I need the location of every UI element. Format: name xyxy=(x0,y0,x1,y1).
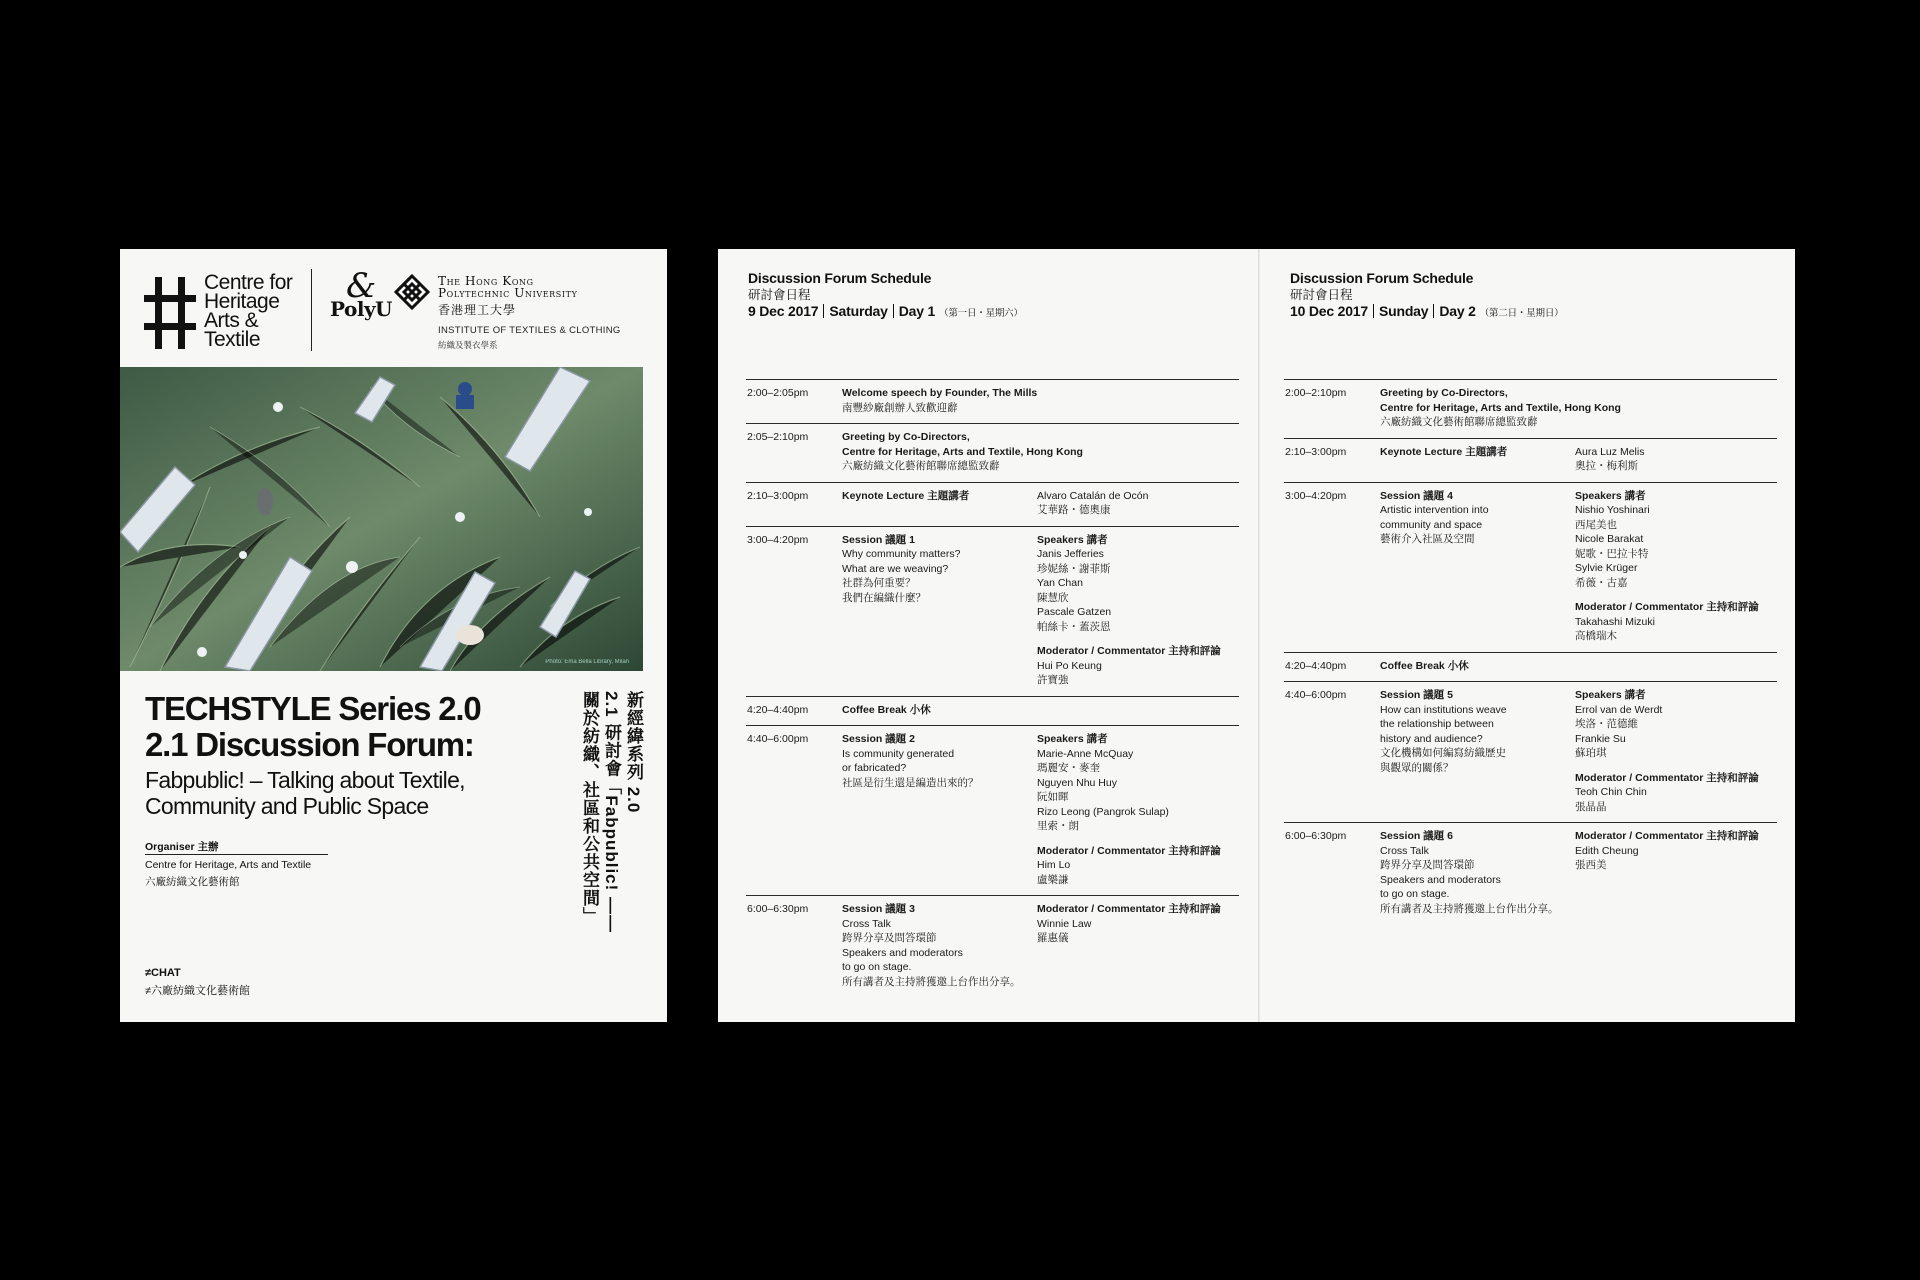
speaker-name: 埃洛・范德維 xyxy=(1575,718,1638,730)
session-topic: 跨界分享及問答環節 xyxy=(842,932,937,944)
row-title: Coffee Break 小休 xyxy=(842,703,931,716)
session-topic: to go on stage. xyxy=(842,961,912,973)
logo-line: Heritage xyxy=(204,290,280,313)
institute-name-zh: 紡織及製衣學系 xyxy=(438,340,498,350)
moderator-name-zh: 張西美 xyxy=(1575,859,1607,871)
row-time: 6:00–6:30pm xyxy=(1285,830,1347,842)
session-topic: 所有講者及主持將獲邀上台作出分享。 xyxy=(1380,902,1559,915)
row-time: 2:00–2:05pm xyxy=(747,387,809,399)
logo-divider xyxy=(311,269,312,351)
row-time: 2:00–2:10pm xyxy=(1285,387,1347,399)
title-line: TECHSTYLE Series 2.0 xyxy=(145,690,481,727)
university-line: The Hong Kong xyxy=(438,274,534,288)
library-garden-photo-icon xyxy=(120,367,643,671)
row-title: Session 議題 3 xyxy=(842,903,915,915)
schedule-title: Discussion Forum Schedule xyxy=(748,270,932,286)
moderator-label: Moderator / Commentator 主持和評論 xyxy=(1037,645,1221,657)
schedule-row xyxy=(1284,681,1777,822)
speaker-name: 西尾美也 xyxy=(1575,518,1617,531)
session-topic: 我們在編織什麼？ xyxy=(842,591,926,604)
chat-wordmark: ≠CHAT xyxy=(145,967,181,979)
moderator-name: Edith Cheung xyxy=(1575,844,1639,857)
schedule-table xyxy=(746,379,1239,997)
session-topic: Speakers and moderators xyxy=(1380,873,1501,886)
speaker-name: Errol van de Werdt xyxy=(1575,703,1663,716)
moderator-name: Teoh Chin Chin xyxy=(1575,786,1647,798)
schedule-row xyxy=(746,725,1239,895)
row-time: 4:40–6:00pm xyxy=(1285,689,1347,701)
title-line: 2.1 Discussion Forum: xyxy=(145,726,474,763)
chat-wordmark-zh: ≠六廠紡織文化藝術館 xyxy=(145,985,251,997)
institute-name-en: INSTITUTE OF TEXTILES & CLOTHING xyxy=(438,325,621,336)
speaker-name: 妮歌・巴拉卡特 xyxy=(1575,547,1649,560)
date-text: 9 Dec 2017 xyxy=(748,303,819,319)
speaker-name: Marie-Anne McQuay xyxy=(1037,747,1134,760)
university-name-zh: 香港理工大學 xyxy=(438,303,517,317)
ampersand-icon: & xyxy=(346,266,377,306)
speaker-name: Yan Chan xyxy=(1037,577,1083,589)
date-separator xyxy=(1373,304,1374,318)
speaker-name: 帕絲卡・蓋茨恩 xyxy=(1037,620,1111,633)
weekday-text: Saturday xyxy=(829,303,888,319)
speaker-name: Pascale Gatzen xyxy=(1037,606,1112,618)
logo-line: Centre for xyxy=(204,271,293,294)
university-line: Polytechnic University xyxy=(438,286,578,300)
schedule-spread xyxy=(718,249,1795,1022)
speaker-name: Janis Jefferies xyxy=(1037,548,1104,560)
speaker-name: 蘇珀琪 xyxy=(1575,747,1607,759)
row-title: Greeting by Co-Directors, xyxy=(1380,387,1508,399)
session-topic: What are we weaving? xyxy=(842,562,949,575)
moderator-name-zh: 羅惠儀 xyxy=(1037,932,1069,944)
vertical-title-zh: 關於紡織、社區和公共空間」 xyxy=(580,691,599,925)
schedule-title-zh: 研討會日程 xyxy=(1290,288,1353,302)
speaker-name: 瑪麗安・麥奎 xyxy=(1037,762,1100,774)
schedule-row xyxy=(1284,482,1777,652)
row-title: Welcome speech by Founder, The Mills xyxy=(842,387,1038,399)
row-title: Session 議題 5 xyxy=(1380,689,1453,701)
row-time: 2:10–3:00pm xyxy=(747,489,809,502)
moderator-name-zh: 盧樂謙 xyxy=(1037,873,1069,886)
schedule-row xyxy=(746,482,1239,526)
logo-line: Arts & xyxy=(204,309,259,332)
moderator-name-zh: 許寶強 xyxy=(1037,674,1069,686)
row-title: Coffee Break 小休 xyxy=(1380,659,1469,672)
row-time: 3:00–4:20pm xyxy=(747,533,809,546)
session-topic: Cross Talk xyxy=(842,917,891,930)
subtitle-line: Fabpublic! – Talking about Textile, xyxy=(145,767,465,793)
speaker-name: 珍妮絲・謝菲斯 xyxy=(1037,562,1111,575)
speaker-name: Frankie Su xyxy=(1575,732,1626,745)
row-title: Centre for Heritage, Arts and Textile, Hong Kong xyxy=(842,445,1083,458)
schedule-row xyxy=(1284,822,1777,924)
schedule-title-zh: 研討會日程 xyxy=(748,288,811,302)
row-time: 3:00–4:20pm xyxy=(1285,489,1347,502)
organiser-label: Organiser 主辦 xyxy=(145,841,219,853)
speakers-label: Speakers 講者 xyxy=(1575,489,1646,502)
row-title: Session 議題 2 xyxy=(842,733,915,745)
schedule-page-day2 xyxy=(1260,249,1795,1022)
schedule-date xyxy=(748,303,1023,319)
session-topic: 文化機構如何編寫紡織歷史 xyxy=(1380,747,1506,759)
row-title-zh: 六廠紡織文化藝術館聯席總監致辭 xyxy=(842,460,1000,472)
speaker-name: 希薇・古嘉 xyxy=(1575,576,1628,589)
row-time: 2:10–3:00pm xyxy=(1285,445,1347,458)
speaker-name-zh: 艾華路・德奧康 xyxy=(1037,504,1111,516)
row-time: 4:20–4:40pm xyxy=(1285,659,1347,672)
polyu-logo xyxy=(330,266,393,321)
schedule-row xyxy=(746,379,1239,423)
session-topic: 藝術介入社區及空間 xyxy=(1380,533,1475,545)
schedule-row xyxy=(746,423,1239,482)
speaker-name: 阮如暉 xyxy=(1037,791,1069,803)
schedule-row xyxy=(1284,438,1777,482)
weekday-text: Sunday xyxy=(1378,303,1429,319)
schedule-row xyxy=(746,526,1239,696)
row-title: Session 議題 4 xyxy=(1380,489,1453,502)
subtitle-line: Community and Public Space xyxy=(145,793,429,819)
speakers-label: Speakers 講者 xyxy=(1575,689,1646,701)
university-name-en xyxy=(438,275,577,299)
speaker-name: Alvaro Catalán de Ocón xyxy=(1037,489,1149,502)
centre-logo-wordmark xyxy=(204,273,292,349)
moderator-name: Winnie Law xyxy=(1037,917,1092,930)
day-text-zh: （第一日・星期六） xyxy=(939,308,1023,319)
session-topic: to go on stage. xyxy=(1380,888,1450,900)
session-topic: history and audience? xyxy=(1380,732,1483,745)
session-topic: Cross Talk xyxy=(1380,844,1429,857)
date-separator xyxy=(1433,304,1434,318)
forum-brochure-cover xyxy=(120,249,667,1022)
moderator-name-zh: 高橋瑞木 xyxy=(1575,630,1617,642)
speaker-name: 里索・朗 xyxy=(1037,820,1079,832)
organiser-rule xyxy=(145,854,328,855)
moderator-name-zh: 張晶晶 xyxy=(1575,800,1607,813)
speaker-name: Nishio Yoshinari xyxy=(1575,504,1650,516)
speaker-name: Nguyen Nhu Huy xyxy=(1037,776,1117,789)
vertical-title-zh: 2.1 研討會「Fabpublic! —— xyxy=(602,691,621,934)
session-topic: How can institutions weave xyxy=(1380,703,1507,716)
moderator-label: Moderator / Commentator 主持和評論 xyxy=(1575,771,1759,784)
row-time: 4:40–6:00pm xyxy=(747,733,809,745)
date-text: 10 Dec 2017 xyxy=(1290,303,1368,319)
schedule-date xyxy=(1290,303,1563,319)
session-topic: 社區是衍生還是編造出來的？ xyxy=(842,776,979,789)
row-time: 4:20–4:40pm xyxy=(747,703,809,716)
speakers-label: Speakers 講者 xyxy=(1037,533,1108,546)
schedule-row xyxy=(1284,379,1777,438)
moderator-label: Moderator / Commentator 主持和評論 xyxy=(1575,601,1759,613)
speaker-name: Rizo Leong (Pangrok Sulap) xyxy=(1037,805,1169,818)
polyu-seal-icon xyxy=(392,273,432,315)
session-topic: Why community matters? xyxy=(842,548,961,560)
row-time: 6:00–6:30pm xyxy=(747,903,809,915)
schedule-row xyxy=(1284,652,1777,682)
row-title-zh: 南豐紗廠創辦人致歡迎辭 xyxy=(842,401,958,414)
row-title: Session 議題 1 xyxy=(842,533,915,546)
moderator-name: Hui Po Keung xyxy=(1037,659,1102,672)
row-title: Keynote Lecture 主題講者 xyxy=(842,489,970,502)
session-topic: the relationship between xyxy=(1380,718,1494,730)
day-text: Day 1 xyxy=(898,303,936,319)
date-separator xyxy=(823,304,824,318)
session-topic: 與觀眾的關係？ xyxy=(1380,761,1454,774)
moderator-label: Moderator / Commentator 主持和評論 xyxy=(1575,830,1759,842)
row-title: Greeting by Co-Directors, xyxy=(842,431,970,443)
chat-hash-logo-icon xyxy=(144,277,196,349)
session-topic: Speakers and moderators xyxy=(842,946,963,959)
session-topic: 跨界分享及問答環節 xyxy=(1380,859,1475,871)
vertical-title-zh: 新經緯系列 2.0 xyxy=(624,691,643,814)
row-time: 2:05–2:10pm xyxy=(747,431,809,443)
speaker-name-zh: 奧拉・梅利斯 xyxy=(1575,460,1638,472)
speaker-name: Aura Luz Melis xyxy=(1575,445,1645,458)
moderator-name: Him Lo xyxy=(1037,859,1071,871)
schedule-table xyxy=(1284,379,1777,924)
speakers-label: Speakers 講者 xyxy=(1037,733,1108,745)
polyu-wordmark: PolyU xyxy=(330,297,393,321)
day-text: Day 2 xyxy=(1439,303,1476,319)
speaker-name: Nicole Barakat xyxy=(1575,533,1644,545)
row-title: Centre for Heritage, Arts and Textile, Hong Kong xyxy=(1380,401,1621,414)
cover-photo xyxy=(120,367,643,671)
moderator-name: Takahashi Mizuki xyxy=(1575,615,1655,628)
cover-title xyxy=(145,691,480,763)
schedule-page-day1 xyxy=(718,249,1258,1022)
organiser-name-en: Centre for Heritage, Arts and Textile xyxy=(145,859,312,871)
session-topic: community and space xyxy=(1380,518,1483,531)
schedule-row xyxy=(746,696,1239,726)
speaker-name: 陳慧欣 xyxy=(1037,591,1069,604)
cover-subtitle xyxy=(145,767,465,819)
row-title: Session 議題 6 xyxy=(1380,830,1453,842)
session-topic: or fabricated? xyxy=(842,762,907,774)
date-separator xyxy=(893,304,894,318)
row-title: Keynote Lecture 主題講者 xyxy=(1380,445,1508,458)
session-topic: 所有講者及主持將獲邀上台作出分享。 xyxy=(842,975,1021,988)
schedule-row xyxy=(746,895,1239,997)
moderator-label: Moderator / Commentator 主持和評論 xyxy=(1037,844,1221,857)
moderator-label: Moderator / Commentator 主持和評論 xyxy=(1037,903,1221,915)
day-text-zh: （第二日・星期日） xyxy=(1479,308,1564,319)
speaker-name: Sylvie Krüger xyxy=(1575,562,1638,574)
session-topic: 社群為何重要？ xyxy=(842,577,916,589)
organiser-name-zh: 六廠紡織文化藝術館 xyxy=(145,876,240,888)
schedule-title: Discussion Forum Schedule xyxy=(1290,270,1474,286)
logo-line: Textile xyxy=(204,328,261,351)
photo-credit: Photo: Ema Bella Library, Milan xyxy=(545,659,629,665)
session-topic: Is community generated xyxy=(842,747,955,760)
row-title-zh: 六廠紡織文化藝術館聯席總監致辭 xyxy=(1380,416,1538,428)
session-topic: Artistic intervention into xyxy=(1380,504,1489,516)
